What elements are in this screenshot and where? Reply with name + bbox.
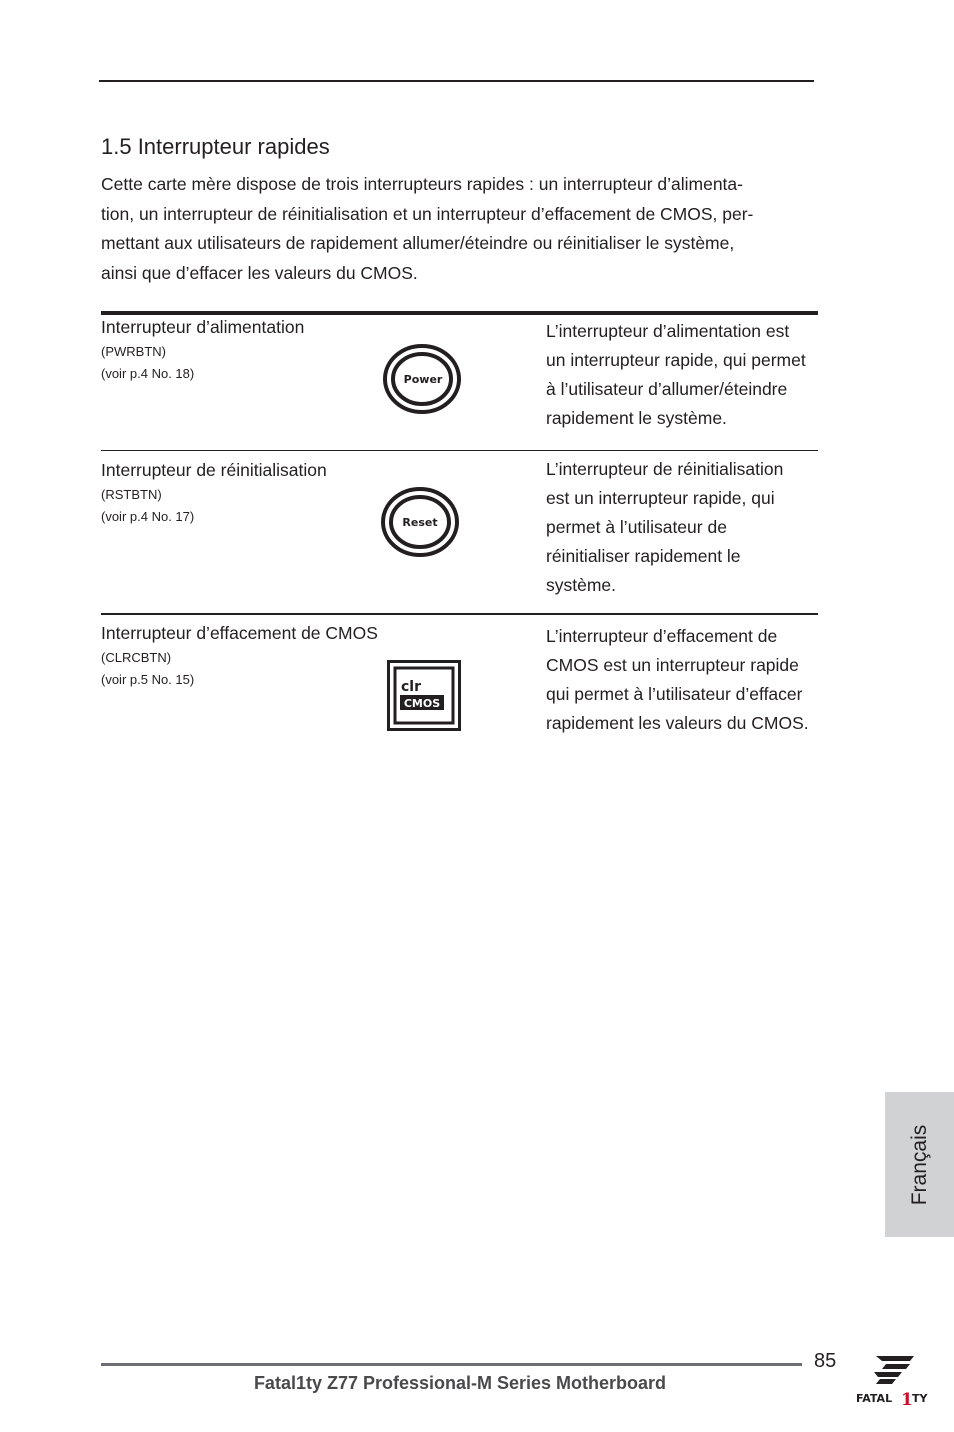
row-divider	[101, 613, 818, 615]
switch-code: (CLRCBTN)	[101, 650, 172, 665]
desc-line: système.	[546, 575, 617, 595]
desc-line: réinitialiser rapidement le	[546, 546, 741, 566]
reset-icon-label: Reset	[402, 516, 438, 529]
switch-ref: (voir p.5 No. 15)	[101, 672, 195, 687]
desc-line: rapidement le système.	[546, 408, 727, 428]
intro-line: ainsi que d’effacer les valeurs du CMOS.	[101, 262, 418, 283]
desc-line: L’interrupteur d’effacement de	[546, 626, 778, 646]
switch-ref: (voir p.4 No. 17)	[101, 509, 195, 524]
language-tab-label: Français	[907, 1124, 931, 1205]
logo-text-ty: TY	[912, 1392, 928, 1405]
reset-button-icon	[380, 486, 460, 558]
desc-line: L’interrupteur d’alimentation est	[546, 321, 790, 341]
intro-paragraph	[101, 170, 821, 288]
page-number: 85	[814, 1350, 837, 1372]
desc-line: L’interrupteur de réinitialisation	[546, 459, 784, 479]
fatal1ty-logo-icon	[852, 1352, 934, 1412]
desc-line: permet à l’utilisateur de	[546, 517, 727, 537]
intro-line: tion, un interrupteur de réinitialisation et un interrupteur d’effacement de CMOS, per-	[101, 203, 754, 224]
power-button-icon	[382, 343, 462, 415]
switch-title: Interrupteur d’effacement de CMOS	[101, 623, 378, 643]
desc-line: un interrupteur rapide, qui permet	[546, 350, 806, 370]
switch-description	[546, 317, 846, 433]
desc-line: à l’utilisateur d’allumer/éteindre	[546, 379, 788, 399]
switch-ref: (voir p.4 No. 18)	[101, 366, 195, 381]
switch-code: (RSTBTN)	[101, 487, 162, 502]
clear-cmos-button-icon	[387, 660, 461, 731]
desc-line: rapidement les valeurs du CMOS.	[546, 713, 809, 733]
desc-line: qui permet à l’utilisateur d’effacer	[546, 684, 803, 704]
section-heading: 1.5 Interrupteur rapides	[101, 134, 330, 159]
desc-line: CMOS est un interrupteur rapide	[546, 655, 799, 675]
intro-line: Cette carte mère dispose de trois interrupteurs rapides : un interrupteur d’alimenta-	[101, 174, 743, 194]
cmos-icon-label: CMOS	[403, 697, 441, 710]
logo-text-one: 1	[901, 1390, 913, 1410]
language-tab	[885, 1092, 954, 1237]
footer-title: Fatal1ty Z77 Professional-M Series Motherboard	[253, 1373, 667, 1393]
switch-title: Interrupteur de réinitialisation	[101, 460, 327, 480]
intro-line: mettant aux utilisateurs de rapidement allumer/éteindre ou réinitialiser le système,	[101, 233, 735, 253]
switch-description	[546, 622, 846, 738]
footer-rule	[101, 1363, 802, 1366]
row-divider	[101, 450, 818, 451]
header-rule	[99, 80, 814, 82]
switch-code: (PWRBTN)	[101, 344, 166, 359]
switch-description	[546, 455, 846, 600]
switch-title: Interrupteur d’alimentation	[101, 317, 305, 337]
clr-icon-label: clr	[401, 679, 422, 695]
power-icon-label: Power	[403, 373, 443, 386]
logo-text: FATAL	[856, 1392, 893, 1405]
desc-line: est un interrupteur rapide, qui	[546, 488, 775, 508]
